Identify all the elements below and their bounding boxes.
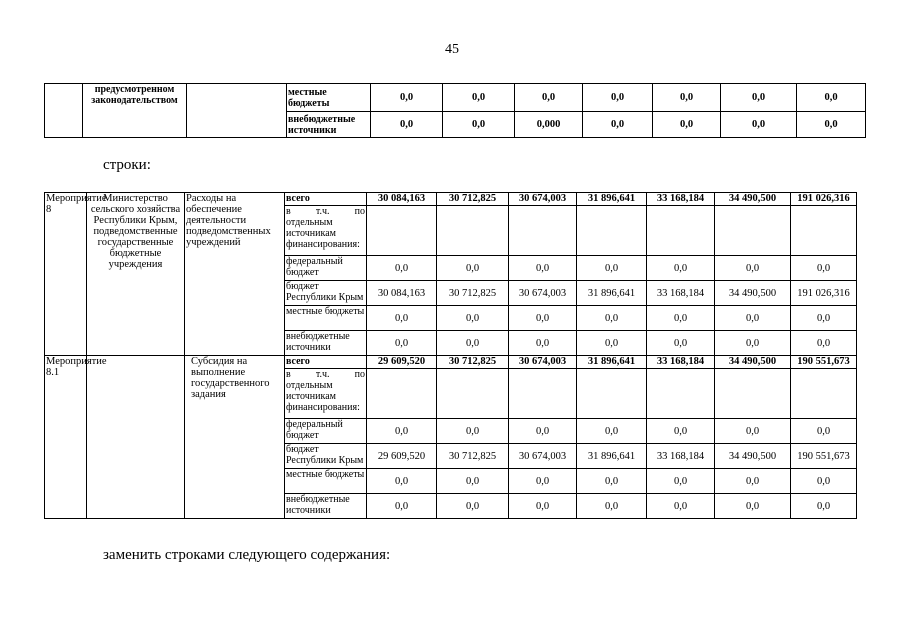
value-cell: 33 168,184 [647, 356, 715, 369]
value-cell: 29 609,520 [367, 444, 437, 469]
value-cell [509, 369, 577, 419]
value-cell: 0,0 [715, 306, 791, 331]
value-cell: 0,0 [509, 419, 577, 444]
value-cell: 191 026,316 [791, 281, 857, 306]
value-cell: 0,0 [715, 469, 791, 494]
source-cell: федеральный бюджет [285, 256, 367, 281]
value-cell: 0,0 [583, 84, 653, 112]
value-cell: 34 490,500 [715, 281, 791, 306]
table-cell [45, 84, 83, 138]
value-cell: 0,0 [647, 469, 715, 494]
value-cell: 0,0 [437, 469, 509, 494]
value-cell: 0,0 [371, 112, 443, 138]
value-cell: 0,0 [443, 112, 515, 138]
value-cell: 30 712,825 [437, 356, 509, 369]
value-cell [791, 206, 857, 256]
value-cell: 31 896,641 [577, 356, 647, 369]
value-cell [647, 369, 715, 419]
value-cell: 0,0 [367, 306, 437, 331]
value-cell: 34 490,500 [715, 444, 791, 469]
value-cell: 33 168,184 [647, 444, 715, 469]
value-cell: 0,0 [791, 306, 857, 331]
value-cell: 0,0 [367, 256, 437, 281]
value-cell: 0,0 [367, 331, 437, 356]
executor-cell [87, 356, 185, 519]
value-cell: 0,0 [437, 256, 509, 281]
value-cell: 0,0 [577, 419, 647, 444]
table-row [45, 356, 857, 369]
value-cell: 0,0 [791, 331, 857, 356]
value-cell [791, 369, 857, 419]
source-cell: местные бюджеты [285, 469, 367, 494]
value-cell: 0,0 [715, 419, 791, 444]
value-cell: 0,0 [583, 112, 653, 138]
value-cell: 0,0 [721, 112, 797, 138]
value-cell: 30 674,003 [509, 356, 577, 369]
value-cell: 0,0 [515, 84, 583, 112]
source-cell: внебюджетные источники [285, 331, 367, 356]
value-cell: 0,0 [647, 306, 715, 331]
heading-rows: строки: [103, 157, 151, 173]
value-cell: 0,000 [515, 112, 583, 138]
value-cell: 31 896,641 [577, 193, 647, 206]
value-cell: 0,0 [647, 494, 715, 519]
value-cell: 0,0 [653, 112, 721, 138]
source-cell: внебюджетные источники [287, 112, 371, 138]
activity-name-cell: Расходы на обеспечение деятельности подведомственных учреждений [185, 193, 285, 356]
value-cell: 34 490,500 [715, 356, 791, 369]
footer-text: заменить строками следующего содержания: [103, 547, 391, 563]
activity-id-cell: Мероприятие 8.1 [45, 356, 87, 519]
value-cell: 0,0 [371, 84, 443, 112]
value-cell: 33 168,184 [647, 193, 715, 206]
value-cell: 0,0 [367, 469, 437, 494]
table-main [44, 192, 857, 519]
activity-name-cell: Субсидия на выполнение государственного задания [185, 356, 285, 519]
value-cell: 34 490,500 [715, 193, 791, 206]
value-cell: 0,0 [509, 494, 577, 519]
source-cell: местные бюджеты [285, 306, 367, 331]
value-cell: 0,0 [367, 494, 437, 519]
value-cell: 0,0 [577, 469, 647, 494]
value-cell: 190 551,673 [791, 356, 857, 369]
value-cell [647, 206, 715, 256]
value-cell: 0,0 [791, 494, 857, 519]
table-row [45, 84, 866, 112]
value-cell: 30 084,163 [367, 281, 437, 306]
value-cell: 0,0 [437, 331, 509, 356]
value-cell: 0,0 [653, 84, 721, 112]
source-cell: в т.ч. по отдельным источникам финансирования: [285, 369, 367, 419]
value-cell: 0,0 [647, 256, 715, 281]
value-cell: 30 712,825 [437, 281, 509, 306]
value-cell: 30 674,003 [509, 193, 577, 206]
value-cell [715, 369, 791, 419]
value-cell: 0,0 [715, 494, 791, 519]
value-cell: 0,0 [577, 256, 647, 281]
table-continuation [44, 83, 866, 138]
value-cell: 0,0 [509, 331, 577, 356]
source-cell: всего [285, 356, 367, 369]
table-cell [187, 84, 287, 138]
value-cell [367, 206, 437, 256]
value-cell: 31 896,641 [577, 444, 647, 469]
value-cell: 0,0 [577, 306, 647, 331]
source-cell: всего [285, 193, 367, 206]
value-cell: 0,0 [647, 419, 715, 444]
value-cell: 0,0 [443, 84, 515, 112]
value-cell: 0,0 [715, 331, 791, 356]
source-cell: внебюджетные источники [285, 494, 367, 519]
value-cell: 0,0 [797, 84, 866, 112]
value-cell [577, 206, 647, 256]
value-cell: 0,0 [791, 419, 857, 444]
value-cell [437, 369, 509, 419]
value-cell: 33 168,184 [647, 281, 715, 306]
source-cell: в т.ч. по отдельным источникам финансирования: [285, 206, 367, 256]
value-cell: 30 674,003 [509, 281, 577, 306]
value-cell: 190 551,673 [791, 444, 857, 469]
page-number: 45 [445, 42, 459, 57]
value-cell: 0,0 [791, 256, 857, 281]
activity-id-cell: Мероприятие 8 [45, 193, 87, 356]
source-cell: бюджет Республики Крым [285, 444, 367, 469]
source-cell: федеральный бюджет [285, 419, 367, 444]
value-cell: 0,0 [367, 419, 437, 444]
source-cell: местные бюджеты [287, 84, 371, 112]
value-cell: 0,0 [509, 469, 577, 494]
value-cell: 0,0 [437, 494, 509, 519]
value-cell: 0,0 [437, 419, 509, 444]
executor-cell: Министерство сельского хозяйства Республики Крым, подведомственные государственные бюджетные учреждения [87, 193, 185, 356]
value-cell: 30 712,825 [437, 444, 509, 469]
value-cell: 0,0 [721, 84, 797, 112]
table-cell-description: предусмотренном законодательством [83, 84, 187, 138]
value-cell [437, 206, 509, 256]
value-cell: 0,0 [509, 306, 577, 331]
value-cell [577, 369, 647, 419]
value-cell [509, 206, 577, 256]
value-cell: 0,0 [791, 469, 857, 494]
value-cell: 30 712,825 [437, 193, 509, 206]
value-cell: 191 026,316 [791, 193, 857, 206]
value-cell: 0,0 [577, 331, 647, 356]
value-cell [715, 206, 791, 256]
value-cell: 0,0 [715, 256, 791, 281]
value-cell: 0,0 [437, 306, 509, 331]
value-cell: 31 896,641 [577, 281, 647, 306]
value-cell: 30 674,003 [509, 444, 577, 469]
value-cell: 0,0 [647, 331, 715, 356]
value-cell: 30 084,163 [367, 193, 437, 206]
value-cell: 0,0 [509, 256, 577, 281]
table-row [45, 193, 857, 206]
value-cell: 0,0 [577, 494, 647, 519]
value-cell: 29 609,520 [367, 356, 437, 369]
source-cell: бюджет Республики Крым [285, 281, 367, 306]
value-cell: 0,0 [797, 112, 866, 138]
value-cell [367, 369, 437, 419]
